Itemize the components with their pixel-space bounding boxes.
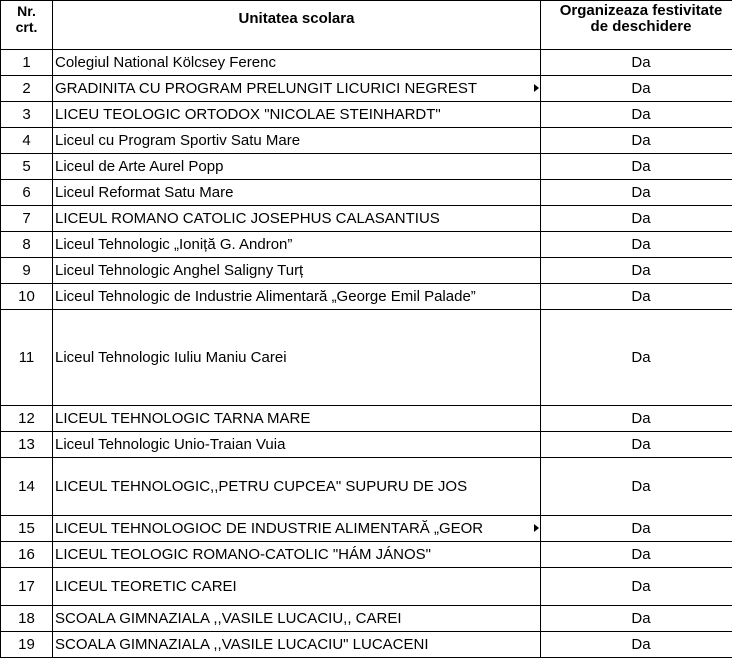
- row-number: 17: [1, 568, 53, 606]
- table-row: [1, 232, 732, 258]
- school-name-cell: [53, 568, 541, 606]
- festivity-value: Da: [541, 516, 732, 542]
- row-number: 16: [1, 542, 53, 568]
- school-name-cell: [53, 310, 541, 406]
- school-name-cell: [53, 50, 541, 76]
- header-row: [1, 1, 732, 50]
- festivity-value: Da: [541, 632, 732, 658]
- festivity-value: Da: [541, 284, 732, 310]
- row-number: 19: [1, 632, 53, 658]
- school-name: LICEU TEOLOGIC ORTODOX "NICOLAE STEINHARDT": [55, 106, 441, 123]
- header-festivity-line2: de deschidere: [541, 19, 732, 35]
- school-name-cell: [53, 632, 541, 658]
- school-name: Liceul cu Program Sportiv Satu Mare: [55, 132, 300, 149]
- school-name-cell: [53, 76, 541, 102]
- festivity-value: Da: [541, 258, 732, 284]
- table-row: [1, 542, 732, 568]
- school-name: Liceul Reformat Satu Mare: [55, 184, 233, 201]
- table-row: [1, 516, 732, 542]
- header-nr-line2: crt.: [1, 19, 52, 35]
- school-name-cell: [53, 206, 541, 232]
- row-number: 9: [1, 258, 53, 284]
- row-number: 2: [1, 76, 53, 102]
- row-number: 11: [1, 310, 53, 406]
- row-number: 1: [1, 50, 53, 76]
- header-nr: [1, 1, 53, 50]
- table-row: [1, 458, 732, 516]
- table-row: [1, 206, 732, 232]
- table-row: [1, 432, 732, 458]
- festivity-value: Da: [541, 206, 732, 232]
- row-number: 18: [1, 606, 53, 632]
- row-number: 8: [1, 232, 53, 258]
- festivity-value: Da: [541, 606, 732, 632]
- festivity-value: Da: [541, 154, 732, 180]
- festivity-value: Da: [541, 76, 732, 102]
- header-festivity-line1: Organizeaza festivitate: [541, 3, 732, 19]
- school-name-cell: [53, 542, 541, 568]
- school-name-cell: [53, 406, 541, 432]
- overflow-arrow-icon: [534, 524, 539, 532]
- school-name: Colegiul National Kölcsey Ferenc: [55, 54, 276, 71]
- school-name: LICEUL TEORETIC CAREI: [55, 578, 237, 595]
- row-number: 3: [1, 102, 53, 128]
- school-name-cell: [53, 232, 541, 258]
- school-name-cell: [53, 258, 541, 284]
- table-row: [1, 606, 732, 632]
- festivity-value: Da: [541, 568, 732, 606]
- festivity-value: Da: [541, 180, 732, 206]
- row-number: 10: [1, 284, 53, 310]
- school-name: Liceul Tehnologic Iuliu Maniu Carei: [55, 349, 287, 366]
- row-number: 15: [1, 516, 53, 542]
- school-name-cell: [53, 128, 541, 154]
- festivity-value: Da: [541, 458, 732, 516]
- school-name: LICEUL TEHNOLOGIC,,PETRU CUPCEA" SUPURU DE JOS: [55, 478, 467, 495]
- school-name: Liceul de Arte Aurel Popp: [55, 158, 223, 175]
- school-name: LICEUL TEHNOLOGIOC DE INDUSTRIE ALIMENTARĂ „GEOR: [55, 520, 483, 537]
- school-name: LICEUL TEHNOLOGIC TARNA MARE: [55, 410, 310, 427]
- school-name: SCOALA GIMNAZIALA ,,VASILE LUCACIU,, CAREI: [55, 610, 402, 627]
- table-row: [1, 50, 732, 76]
- school-name: LICEUL ROMANO CATOLIC JOSEPHUS CALASANTIUS: [55, 210, 440, 227]
- row-number: 14: [1, 458, 53, 516]
- header-festivity: [541, 1, 732, 50]
- row-number: 13: [1, 432, 53, 458]
- school-name-cell: [53, 180, 541, 206]
- header-unit: Unitatea scolara: [53, 1, 541, 50]
- school-name-cell: [53, 154, 541, 180]
- table-row: [1, 284, 732, 310]
- school-name-cell: [53, 458, 541, 516]
- school-name-cell: [53, 432, 541, 458]
- festivity-value: Da: [541, 50, 732, 76]
- overflow-arrow-icon: [534, 84, 539, 92]
- festivity-value: Da: [541, 102, 732, 128]
- table-row: [1, 406, 732, 432]
- school-name: Liceul Tehnologic „Ioniță G. Andron”: [55, 236, 292, 253]
- school-name: Liceul Tehnologic Unio-Traian Vuia: [55, 436, 285, 453]
- school-name: LICEUL TEOLOGIC ROMANO-CATOLIC "HÁM JÁNOS": [55, 546, 431, 563]
- school-name-cell: [53, 102, 541, 128]
- table-body: [1, 50, 732, 658]
- festivity-value: Da: [541, 310, 732, 406]
- school-name-cell: [53, 516, 541, 542]
- table-row: [1, 632, 732, 658]
- row-number: 4: [1, 128, 53, 154]
- table-row: [1, 258, 732, 284]
- table-row: [1, 568, 732, 606]
- festivity-value: Da: [541, 128, 732, 154]
- school-name-cell: [53, 606, 541, 632]
- table-row: [1, 180, 732, 206]
- row-number: 5: [1, 154, 53, 180]
- school-name-cell: [53, 284, 541, 310]
- festivity-value: Da: [541, 232, 732, 258]
- table-row: [1, 154, 732, 180]
- school-name: SCOALA GIMNAZIALA ,,VASILE LUCACIU" LUCACENI: [55, 636, 429, 653]
- school-name: GRADINITA CU PROGRAM PRELUNGIT LICURICI NEGREST: [55, 80, 477, 97]
- table-row: [1, 76, 732, 102]
- school-name: Liceul Tehnologic de Industrie Alimentară „George Emil Palade”: [55, 288, 476, 305]
- festivity-value: Da: [541, 406, 732, 432]
- table-row: [1, 310, 732, 406]
- school-name: Liceul Tehnologic Anghel Saligny Turț: [55, 262, 303, 279]
- festivity-value: Da: [541, 542, 732, 568]
- row-number: 7: [1, 206, 53, 232]
- header-nr-line1: Nr.: [1, 3, 52, 19]
- row-number: 6: [1, 180, 53, 206]
- festivity-value: Da: [541, 432, 732, 458]
- table-row: [1, 102, 732, 128]
- table-row: [1, 128, 732, 154]
- row-number: 12: [1, 406, 53, 432]
